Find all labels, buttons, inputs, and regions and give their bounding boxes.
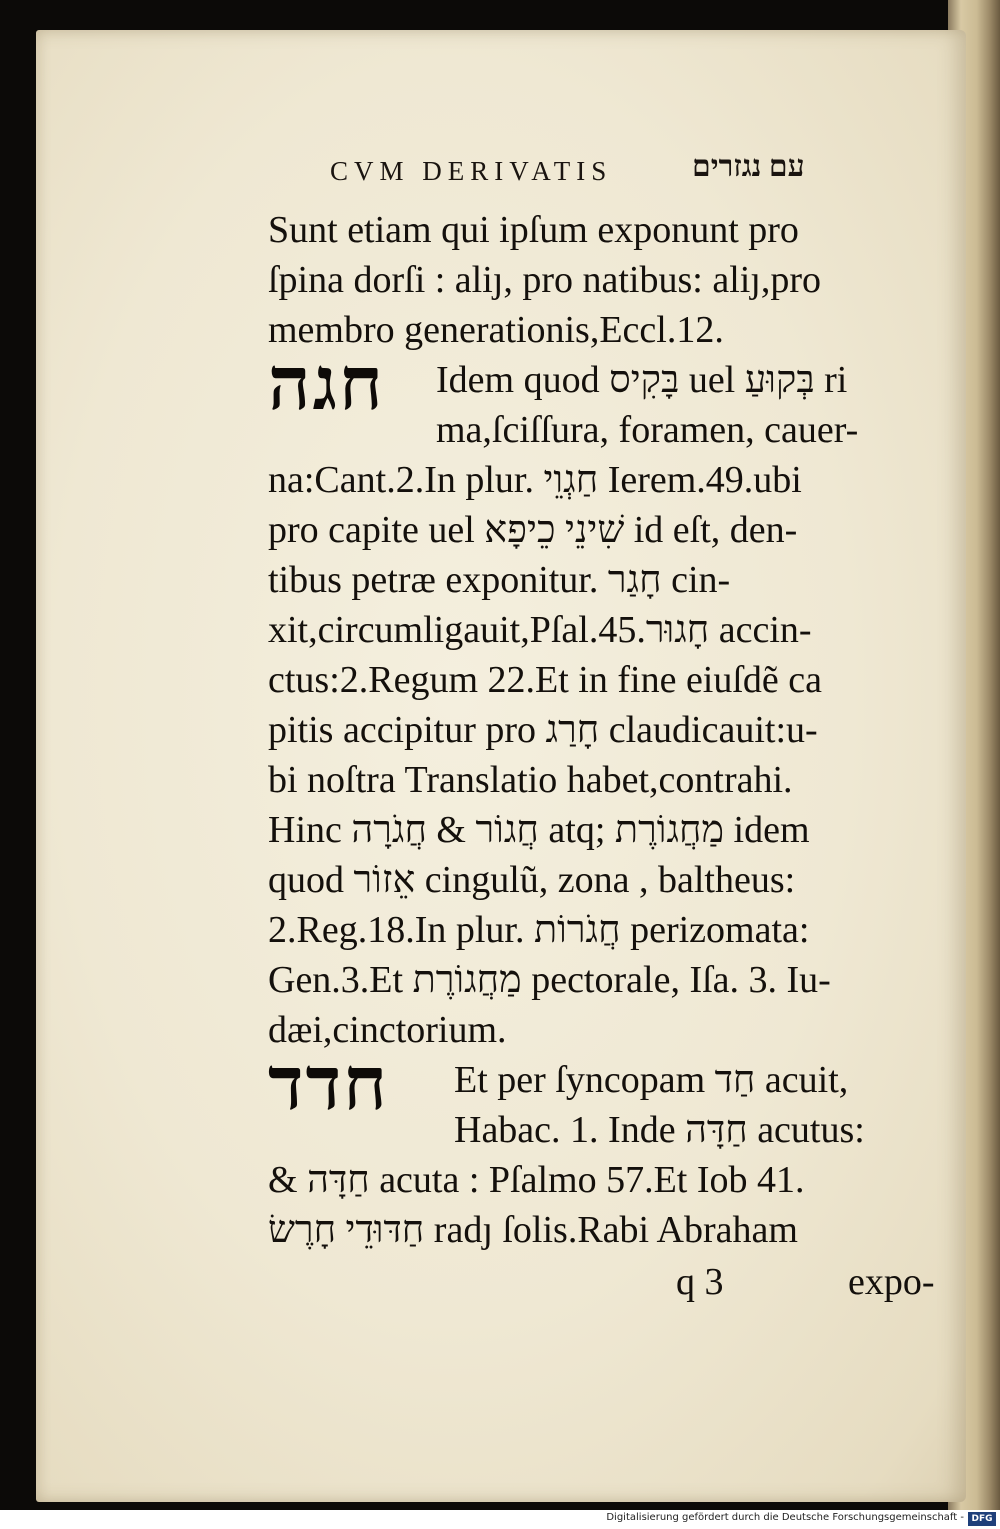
funding-notice: Digitalisierung gefördert durch die Deutsche Forschungsgemeinschaft - (606, 1512, 964, 1523)
text-line: na:Cant.2.In plur. חַגְוֵי Ierem.49.ubi (268, 459, 802, 501)
text-line: tibus petræ exponitur. חָגַר cin- (268, 559, 731, 601)
text-line: חַדּוּדֵי חָרֶשׂ radȷ ſolis.Rabi Abraham (268, 1209, 798, 1251)
catchword: expo- (848, 1261, 935, 1303)
text-line: ma,ſciſſura, foramen, cauer- (436, 409, 859, 451)
text-line: ctus:2.Regum 22.Et in fine eiuſdẽ ca (268, 659, 823, 701)
text-line: Gen.3.Et מַחֲגוֹרֶת pectorale, Iſa. 3. Iu- (268, 959, 831, 1001)
text-line: Habac. 1. Inde חַדָּה acutus: (454, 1109, 865, 1151)
running-head (330, 150, 890, 194)
text-line: ſpina dorſi : aliȷ, pro natibus: aliȷ,pro (268, 259, 822, 301)
text-line: Sunt etiam qui ipſum exponunt pro (268, 209, 799, 251)
text-line: Hinc חֲגוֹר & חֲגֹרָה atq; מַחֲגוֹרֶת idem (268, 809, 810, 851)
text-line: pro capite uel שִׁינֵי כֵיפָא id eſt, den- (268, 509, 798, 551)
dfg-logo: DFG (968, 1512, 996, 1526)
text-line: membro generationis,Eccl.12. (268, 309, 724, 351)
text-line: Idem quod בָּקִיס uel בְּקוּעַ ri (436, 359, 848, 401)
text-line: bi noſtra Translatio habet,contrahi. (268, 759, 793, 801)
text-line: 2.Reg.18.In plur. חֲגֹרוֹת perizomata: (268, 909, 810, 951)
footer-bar (0, 1510, 1000, 1529)
text-line: pitis accipitur pro חָרַג claudicauit:u- (268, 709, 818, 751)
text-line: dæi,cinctorium. (268, 1009, 507, 1051)
running-head-hebrew: עם נגזרים (692, 150, 805, 183)
signature-line (268, 1257, 948, 1307)
text-line: & חַדָּה acuta : Pſalmo 57.Et Iob 41. (268, 1159, 805, 1201)
running-head-latin: CVM DERIVATIS (330, 156, 613, 186)
headword-hebrew: חדד (268, 1041, 389, 1127)
text-line: quod אֵזוֹר cingulũ, zona , baltheus: (268, 859, 796, 901)
signature-mark: q 3 (676, 1261, 724, 1303)
headword-hebrew: חגה (268, 341, 385, 427)
text-line: xit,circumligauit,Pſal.45.חָגוּר accin- (268, 609, 812, 651)
text-line: Et per ſyncopam חַד acuit, (454, 1059, 849, 1101)
